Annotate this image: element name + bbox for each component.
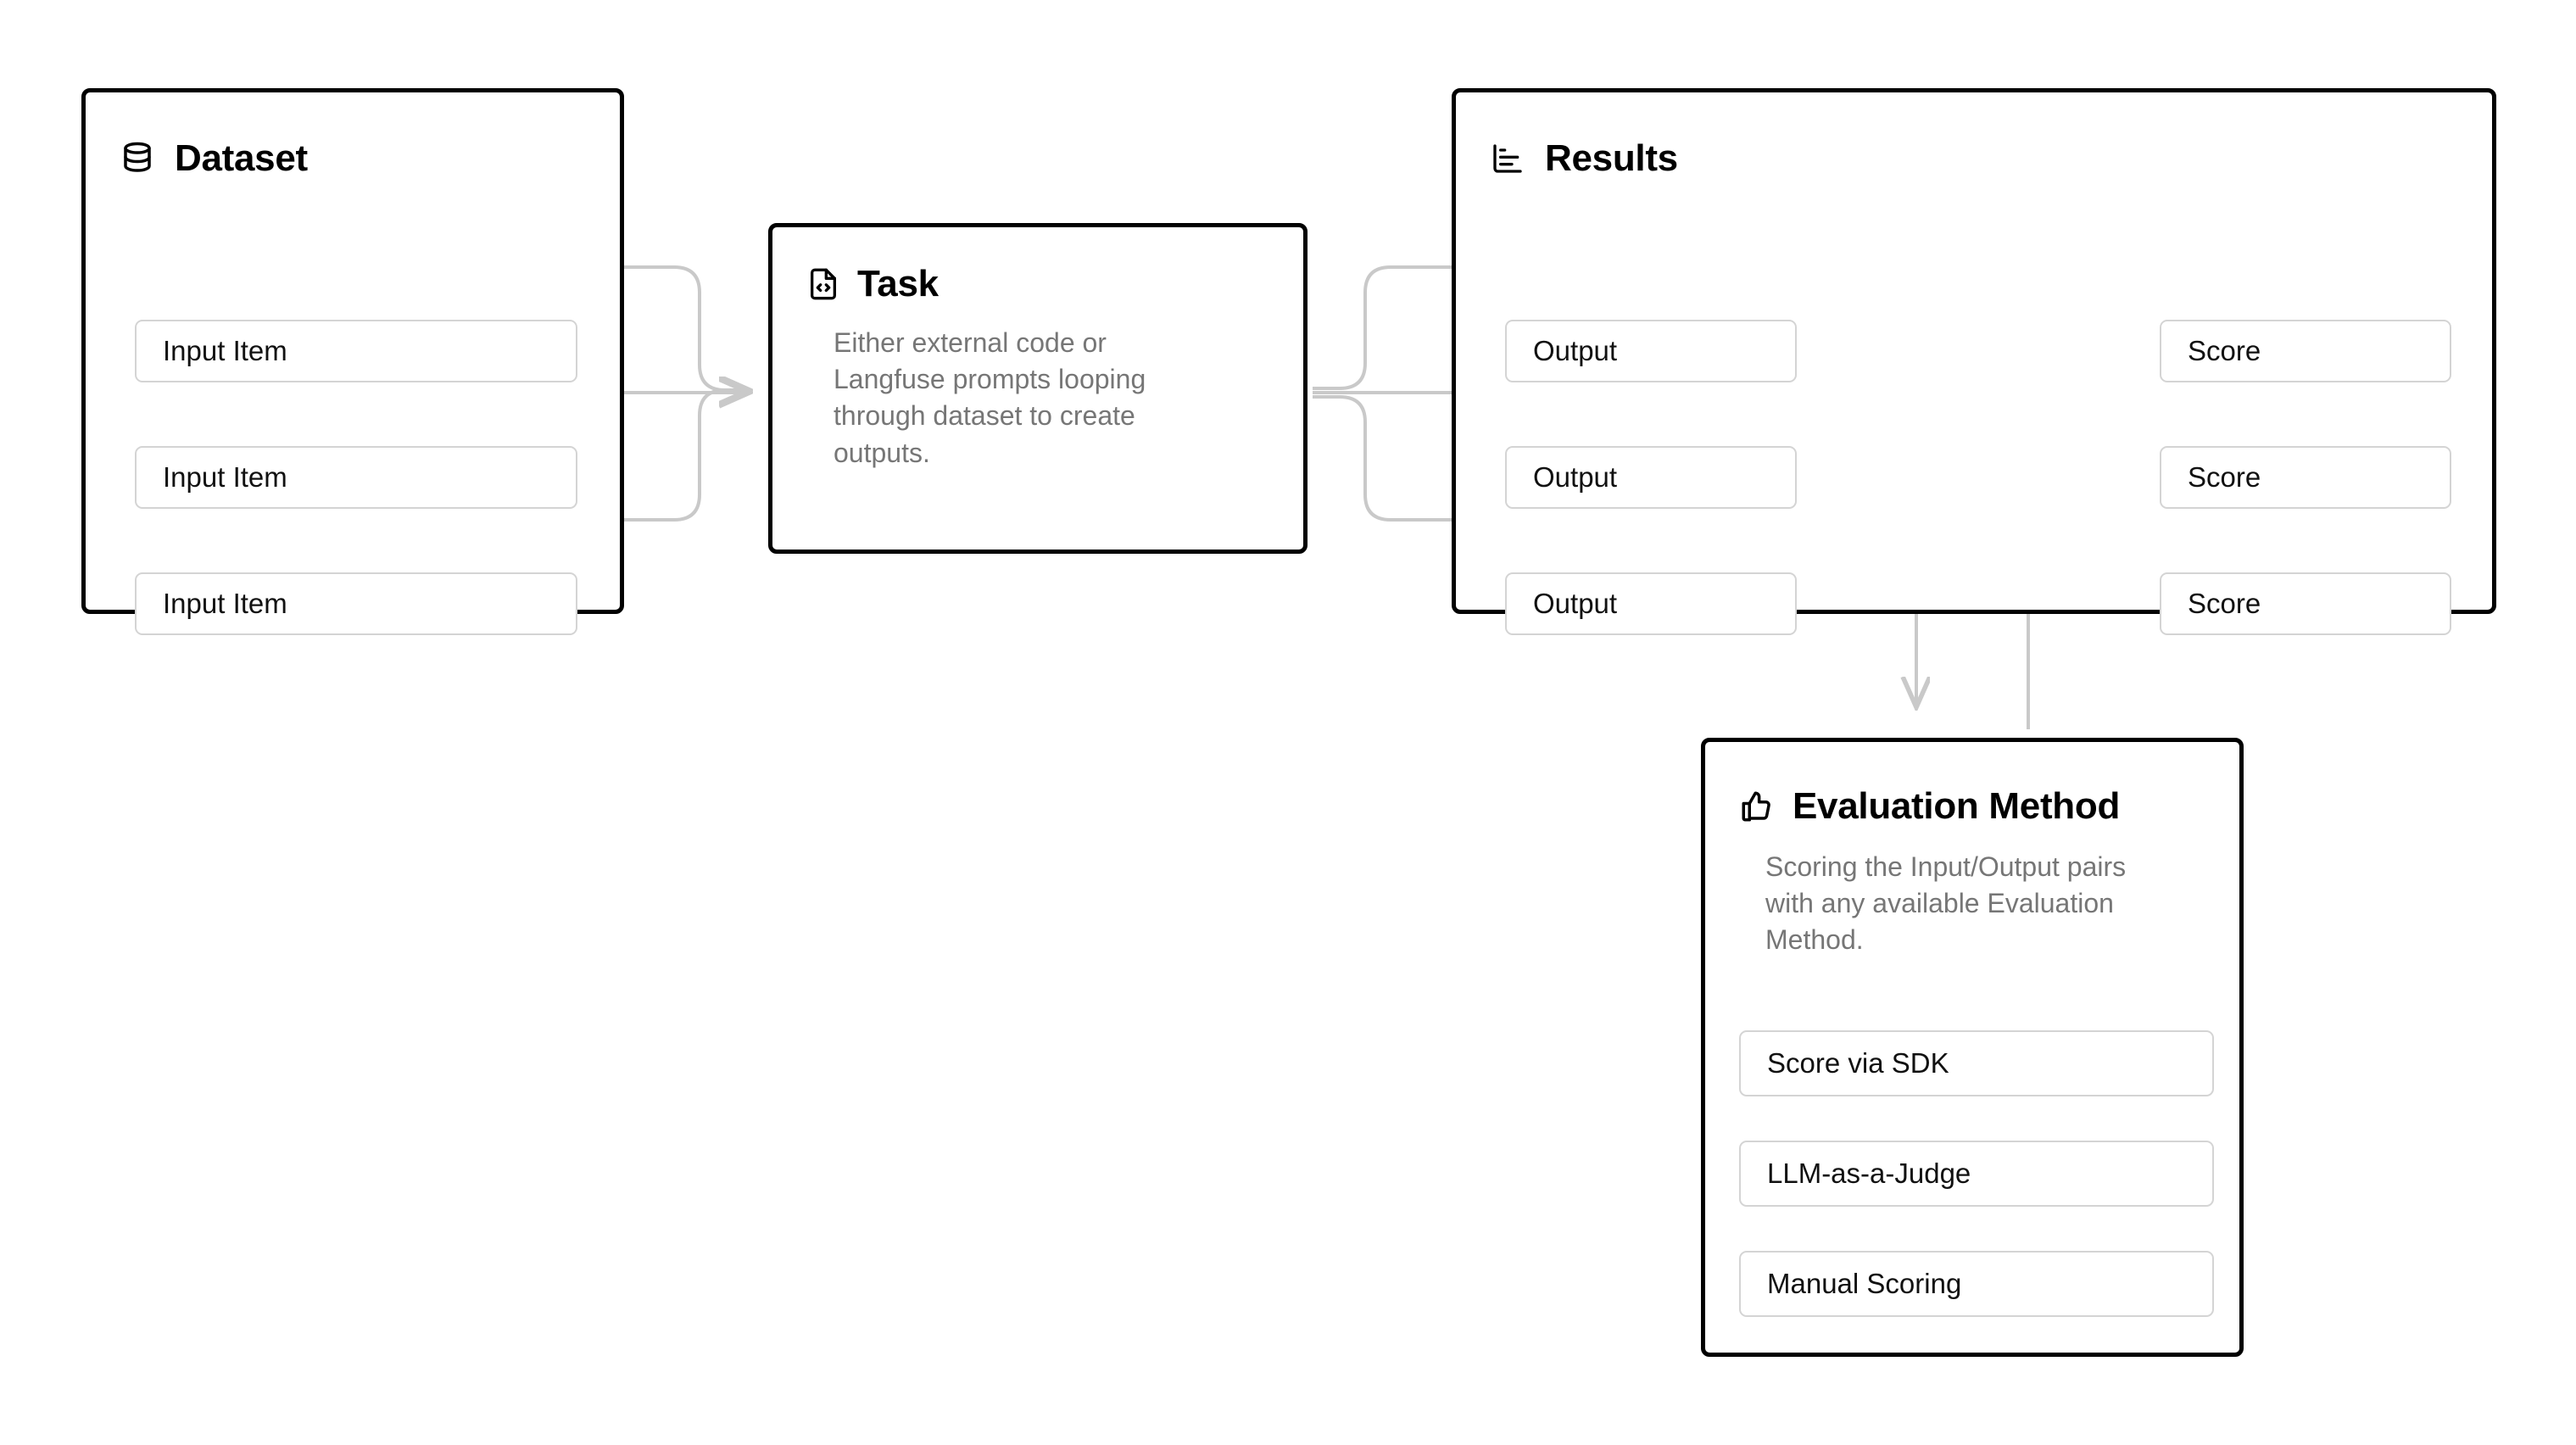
thumbs-up-icon bbox=[1738, 788, 1776, 825]
dataset-item-list bbox=[135, 320, 577, 699]
dataset-title: Dataset bbox=[175, 137, 308, 179]
database-icon bbox=[119, 140, 156, 177]
evaluation-method-node bbox=[1701, 738, 2244, 1357]
evaluation-method-list bbox=[1739, 1030, 2214, 1361]
results-header bbox=[1489, 137, 2464, 179]
evaluation-method-description: Scoring the Input/Output pairs with any available Evaluation Method. bbox=[1765, 851, 2127, 956]
task-description: Either external code or Langfuse prompts looping through dataset to create outputs. bbox=[834, 327, 1146, 468]
task-title: Task bbox=[857, 263, 939, 304]
evaluation-method-title: Evaluation Method bbox=[1793, 785, 2121, 827]
results-score-list bbox=[2160, 320, 2451, 699]
list-item[interactable]: Output bbox=[1505, 572, 1797, 635]
results-node bbox=[1452, 88, 2496, 619]
evaluation-method-header bbox=[1738, 785, 2211, 827]
list-item[interactable]: Input Item bbox=[135, 320, 577, 382]
list-item[interactable]: Score via SDK bbox=[1739, 1030, 2214, 1096]
task-node bbox=[768, 223, 1308, 554]
dataset-header bbox=[119, 137, 592, 179]
task-header bbox=[805, 265, 1273, 303]
list-item[interactable]: Manual Scoring bbox=[1739, 1251, 2214, 1317]
dataset-node bbox=[81, 88, 624, 619]
results-title: Results bbox=[1545, 137, 1678, 179]
bar-chart-icon bbox=[1489, 140, 1526, 177]
list-item[interactable]: Input Item bbox=[135, 446, 577, 509]
file-code-icon bbox=[805, 265, 842, 303]
results-output-list bbox=[1505, 320, 1797, 699]
list-item[interactable]: LLM-as-a-Judge bbox=[1739, 1141, 2214, 1207]
list-item[interactable]: Score bbox=[2160, 446, 2451, 509]
list-item[interactable]: Input Item bbox=[135, 572, 577, 635]
list-item[interactable]: Score bbox=[2160, 572, 2451, 635]
list-item[interactable]: Output bbox=[1505, 446, 1797, 509]
list-item[interactable]: Score bbox=[2160, 320, 2451, 382]
list-item[interactable]: Output bbox=[1505, 320, 1797, 382]
